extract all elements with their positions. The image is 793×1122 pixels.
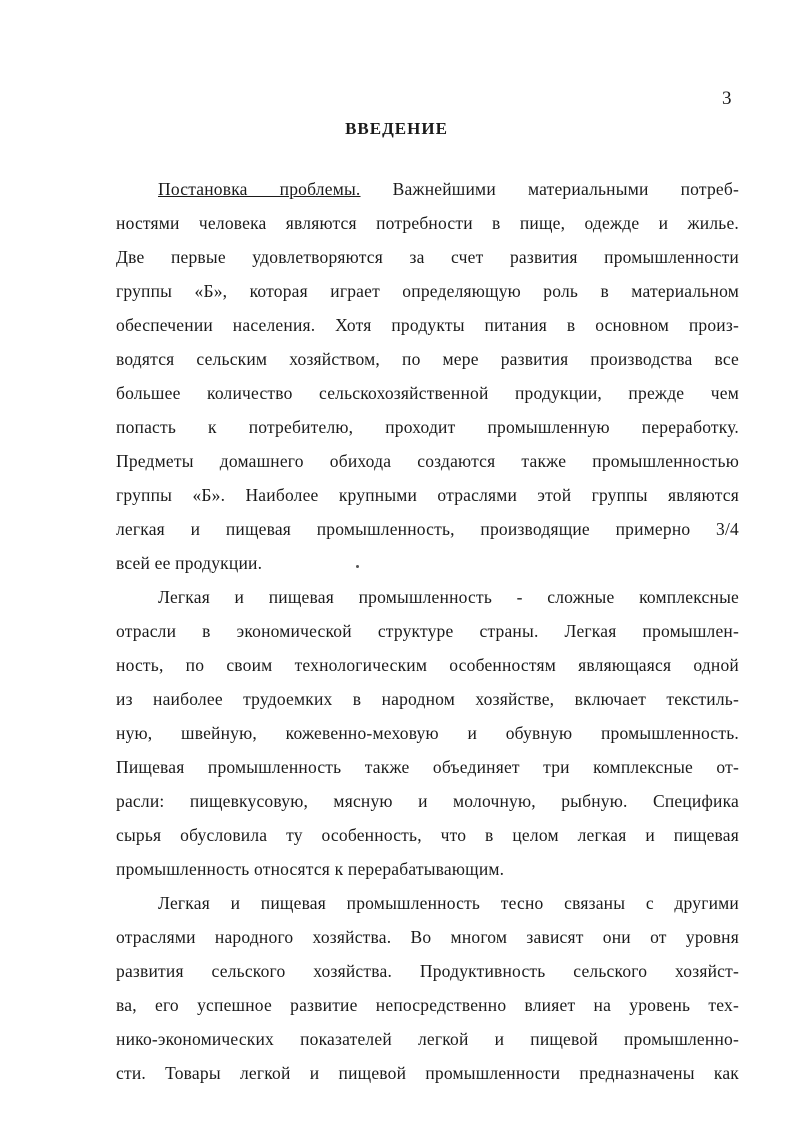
- text-line: ность, по своим технологическим особенностям являющаяся одной: [116, 655, 739, 675]
- scan-speck: [356, 565, 359, 568]
- text-line: ную, швейную, кожевенно-меховую и обувную промышленность.: [116, 723, 739, 743]
- text-line: водятся сельским хозяйством, по мере развития производства все: [116, 349, 739, 369]
- text-line: группы «Б». Наиболее крупными отраслями этой группы являются: [116, 485, 739, 505]
- text-line: всей ее продукции.: [116, 553, 263, 573]
- page-number: 3: [722, 88, 732, 109]
- text-line: легкая и пищевая промышленность, производящие примерно 3/4: [116, 519, 739, 539]
- text-line: сти. Товары легкой и пищевой промышленности предназначены как: [116, 1063, 739, 1083]
- text-line: нико-экономических показателей легкой и пищевой промышленно-: [116, 1029, 739, 1049]
- page-title: ВВЕДЕНИЕ: [345, 119, 448, 138]
- text-line: Легкая и пищевая промышленность - сложные комплексные: [158, 587, 739, 607]
- text-line: ностями человека являются потребности в пище, одежде и жилье.: [116, 213, 739, 233]
- text-line: Две первые удовлетворяются за счет развития промышленности: [116, 247, 739, 267]
- text-line: ва, его успешное развитие непосредственно влияет на уровень тех-: [116, 995, 739, 1015]
- text-line: Предметы домашнего обихода создаются также промышленностью: [116, 451, 739, 471]
- text-line: группы «Б», которая играет определяющую роль в материальном: [116, 281, 739, 301]
- text-line: Постановка проблемы. Важнейшими материальными потреб-: [158, 179, 739, 199]
- text-line: обеспечении населения. Хотя продукты питания в основном произ-: [116, 315, 739, 335]
- text-line: отрасли в экономической структуре страны. Легкая промышлен-: [116, 621, 739, 641]
- body-text: [116, 174, 739, 1092]
- text-line: из наиболее трудоемких в народном хозяйстве, включает текстиль-: [116, 689, 739, 709]
- text-line: отраслями народного хозяйства. Во многом зависят они от уровня: [116, 927, 739, 947]
- text-line: промышленность относятся к перерабатывающим.: [116, 859, 505, 879]
- text-line: развития сельского хозяйства. Продуктивность сельского хозяйст-: [116, 961, 739, 981]
- text-line: сырья обусловила ту особенность, что в целом легкая и пищевая: [116, 825, 739, 845]
- text-line: Пищевая промышленность также объединяет три комплексные от-: [116, 757, 739, 777]
- text-line: расли: пищевкусовую, мясную и молочную, рыбную. Специфика: [116, 791, 739, 811]
- section-lead: Постановка проблемы.: [158, 179, 361, 199]
- text-line: большее количество сельскохозяйственной продукции, прежде чем: [116, 383, 739, 403]
- text-line: Легкая и пищевая промышленность тесно связаны с другими: [158, 893, 739, 913]
- text-line: попасть к потребителю, проходит промышленную переработку.: [116, 417, 739, 437]
